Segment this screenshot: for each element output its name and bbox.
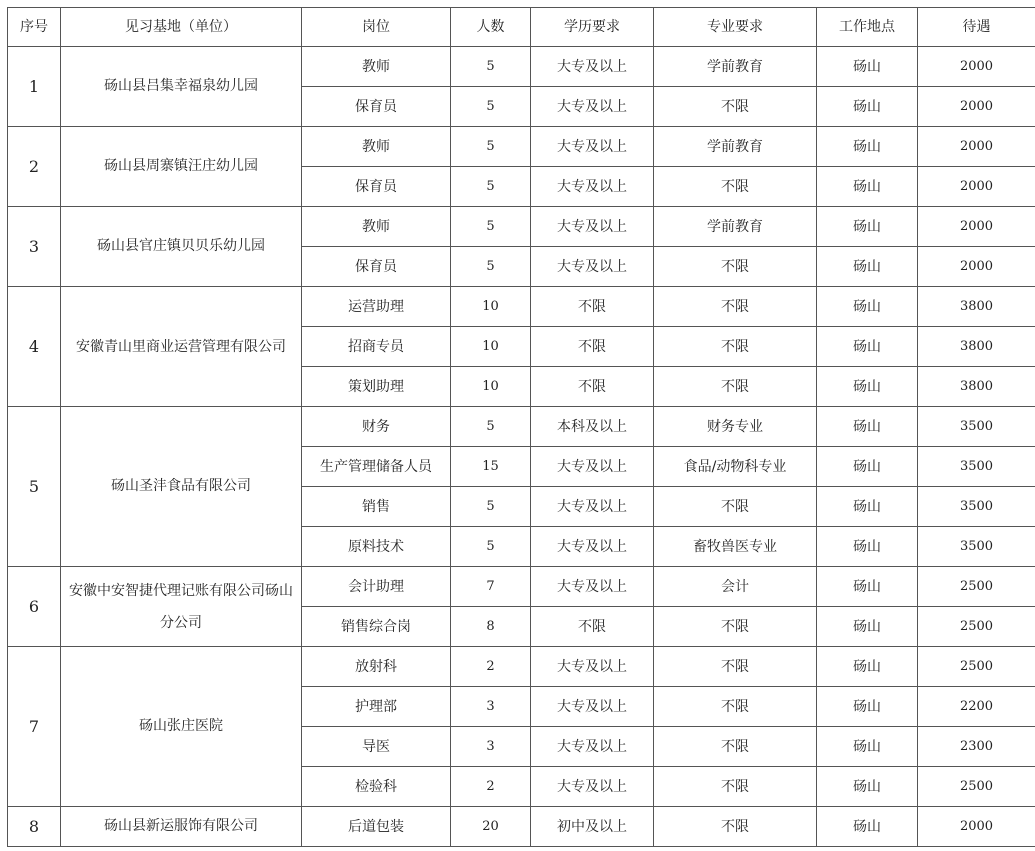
unit-name-cell: 安徽青山里商业运营管理有限公司: [61, 287, 302, 407]
major-cell: 不限: [654, 327, 817, 367]
count-cell: 5: [451, 87, 531, 127]
pay-cell: 3500: [918, 447, 1035, 487]
pay-cell: 3800: [918, 327, 1035, 367]
pay-cell: 3800: [918, 367, 1035, 407]
education-cell: 不限: [531, 607, 654, 647]
position-cell: 放射科: [302, 647, 451, 687]
location-cell: 砀山: [817, 647, 918, 687]
pay-cell: 3500: [918, 487, 1035, 527]
location-cell: 砀山: [817, 487, 918, 527]
location-cell: 砀山: [817, 127, 918, 167]
location-cell: 砀山: [817, 727, 918, 767]
position-cell: 导医: [302, 727, 451, 767]
location-cell: 砀山: [817, 327, 918, 367]
count-cell: 10: [451, 367, 531, 407]
table-body: [8, 47, 1035, 847]
unit-name-cell: 砀山县吕集幸福泉幼儿园: [61, 47, 302, 127]
count-cell: 5: [451, 247, 531, 287]
unit-name-cell: 砀山县新运服饰有限公司: [61, 807, 302, 847]
seq-cell: 4: [8, 287, 61, 407]
education-cell: 不限: [531, 367, 654, 407]
location-cell: 砀山: [817, 807, 918, 847]
count-cell: 20: [451, 807, 531, 847]
seq-cell: 5: [8, 407, 61, 567]
education-cell: 大专及以上: [531, 47, 654, 87]
location-cell: 砀山: [817, 407, 918, 447]
table-row: [8, 807, 1035, 847]
pay-cell: 2500: [918, 647, 1035, 687]
unit-name-cell: 砀山县周寨镇汪庄幼儿园: [61, 127, 302, 207]
major-cell: 不限: [654, 647, 817, 687]
education-cell: 大专及以上: [531, 647, 654, 687]
table-row: [8, 47, 1035, 87]
count-cell: 5: [451, 167, 531, 207]
position-cell: 保育员: [302, 87, 451, 127]
seq-cell: 1: [8, 47, 61, 127]
education-cell: 不限: [531, 327, 654, 367]
major-cell: 不限: [654, 607, 817, 647]
major-cell: 学前教育: [654, 207, 817, 247]
table-row: [8, 287, 1035, 327]
count-cell: 10: [451, 287, 531, 327]
location-cell: 砀山: [817, 527, 918, 567]
pay-cell: 2300: [918, 727, 1035, 767]
education-cell: 大专及以上: [531, 87, 654, 127]
education-cell: 不限: [531, 287, 654, 327]
seq-cell: 6: [8, 567, 61, 647]
major-cell: 食品/动物科专业: [654, 447, 817, 487]
seq-cell: 7: [8, 647, 61, 807]
location-cell: 砀山: [817, 207, 918, 247]
count-cell: 2: [451, 647, 531, 687]
position-cell: 教师: [302, 207, 451, 247]
count-cell: 15: [451, 447, 531, 487]
header-seq: 序号: [8, 8, 61, 47]
table-row: [8, 127, 1035, 167]
position-cell: 生产管理储备人员: [302, 447, 451, 487]
pay-cell: 2500: [918, 767, 1035, 807]
pay-cell: 2000: [918, 807, 1035, 847]
position-cell: 财务: [302, 407, 451, 447]
table-row: [8, 647, 1035, 687]
seq-cell: 3: [8, 207, 61, 287]
location-cell: 砀山: [817, 567, 918, 607]
location-cell: 砀山: [817, 287, 918, 327]
pay-cell: 2000: [918, 47, 1035, 87]
location-cell: 砀山: [817, 447, 918, 487]
major-cell: 不限: [654, 807, 817, 847]
position-cell: 会计助理: [302, 567, 451, 607]
count-cell: 5: [451, 207, 531, 247]
pay-cell: 3800: [918, 287, 1035, 327]
table-row: [8, 207, 1035, 247]
table-row: [8, 407, 1035, 447]
location-cell: 砀山: [817, 607, 918, 647]
major-cell: 畜牧兽医专业: [654, 527, 817, 567]
position-cell: 检验科: [302, 767, 451, 807]
header-location: 工作地点: [817, 8, 918, 47]
position-cell: 教师: [302, 127, 451, 167]
education-cell: 大专及以上: [531, 527, 654, 567]
location-cell: 砀山: [817, 87, 918, 127]
pay-cell: 2000: [918, 207, 1035, 247]
seq-cell: 2: [8, 127, 61, 207]
count-cell: 8: [451, 607, 531, 647]
major-cell: 不限: [654, 767, 817, 807]
pay-cell: 3500: [918, 527, 1035, 567]
location-cell: 砀山: [817, 47, 918, 87]
major-cell: 不限: [654, 487, 817, 527]
education-cell: 大专及以上: [531, 687, 654, 727]
major-cell: 不限: [654, 287, 817, 327]
unit-name-cell: 砀山张庄医院: [61, 647, 302, 807]
header-row: [8, 8, 1035, 47]
unit-name-cell: 砀山圣沣食品有限公司: [61, 407, 302, 567]
education-cell: 本科及以上: [531, 407, 654, 447]
pay-cell: 2500: [918, 607, 1035, 647]
major-cell: 不限: [654, 687, 817, 727]
location-cell: 砀山: [817, 767, 918, 807]
position-cell: 教师: [302, 47, 451, 87]
count-cell: 7: [451, 567, 531, 607]
position-cell: 运营助理: [302, 287, 451, 327]
education-cell: 大专及以上: [531, 207, 654, 247]
major-cell: 学前教育: [654, 127, 817, 167]
header-education: 学历要求: [531, 8, 654, 47]
pay-cell: 3500: [918, 407, 1035, 447]
header-count: 人数: [451, 8, 531, 47]
major-cell: 财务专业: [654, 407, 817, 447]
header-post: 岗位: [302, 8, 451, 47]
count-cell: 5: [451, 487, 531, 527]
header-unit: 见习基地（单位）: [61, 8, 302, 47]
major-cell: 会计: [654, 567, 817, 607]
pay-cell: 2000: [918, 87, 1035, 127]
education-cell: 大专及以上: [531, 567, 654, 607]
position-cell: 原料技术: [302, 527, 451, 567]
pay-cell: 2000: [918, 127, 1035, 167]
count-cell: 10: [451, 327, 531, 367]
major-cell: 不限: [654, 727, 817, 767]
position-cell: 保育员: [302, 247, 451, 287]
count-cell: 5: [451, 527, 531, 567]
position-cell: 销售综合岗: [302, 607, 451, 647]
count-cell: 5: [451, 127, 531, 167]
table-row: [8, 567, 1035, 607]
location-cell: 砀山: [817, 247, 918, 287]
location-cell: 砀山: [817, 687, 918, 727]
education-cell: 大专及以上: [531, 127, 654, 167]
seq-cell: 8: [8, 807, 61, 847]
location-cell: 砀山: [817, 367, 918, 407]
position-cell: 销售: [302, 487, 451, 527]
education-cell: 大专及以上: [531, 447, 654, 487]
count-cell: 2: [451, 767, 531, 807]
unit-name-cell: 砀山县官庄镇贝贝乐幼儿园: [61, 207, 302, 287]
count-cell: 5: [451, 47, 531, 87]
position-cell: 护理部: [302, 687, 451, 727]
education-cell: 大专及以上: [531, 727, 654, 767]
unit-name-cell: 安徽中安智捷代理记账有限公司砀山分公司: [61, 567, 302, 647]
education-cell: 大专及以上: [531, 487, 654, 527]
pay-cell: 2000: [918, 247, 1035, 287]
header-pay: 待遇: [918, 8, 1035, 47]
education-cell: 初中及以上: [531, 807, 654, 847]
position-cell: 策划助理: [302, 367, 451, 407]
header-major: 专业要求: [654, 8, 817, 47]
education-cell: 大专及以上: [531, 247, 654, 287]
location-cell: 砀山: [817, 167, 918, 207]
pay-cell: 2500: [918, 567, 1035, 607]
major-cell: 不限: [654, 247, 817, 287]
position-cell: 招商专员: [302, 327, 451, 367]
pay-cell: 2200: [918, 687, 1035, 727]
count-cell: 3: [451, 687, 531, 727]
major-cell: 学前教育: [654, 47, 817, 87]
major-cell: 不限: [654, 367, 817, 407]
education-cell: 大专及以上: [531, 767, 654, 807]
count-cell: 5: [451, 407, 531, 447]
count-cell: 3: [451, 727, 531, 767]
major-cell: 不限: [654, 167, 817, 207]
education-cell: 大专及以上: [531, 167, 654, 207]
position-cell: 后道包装: [302, 807, 451, 847]
pay-cell: 2000: [918, 167, 1035, 207]
internship-positions-table: [7, 7, 1035, 847]
major-cell: 不限: [654, 87, 817, 127]
position-cell: 保育员: [302, 167, 451, 207]
